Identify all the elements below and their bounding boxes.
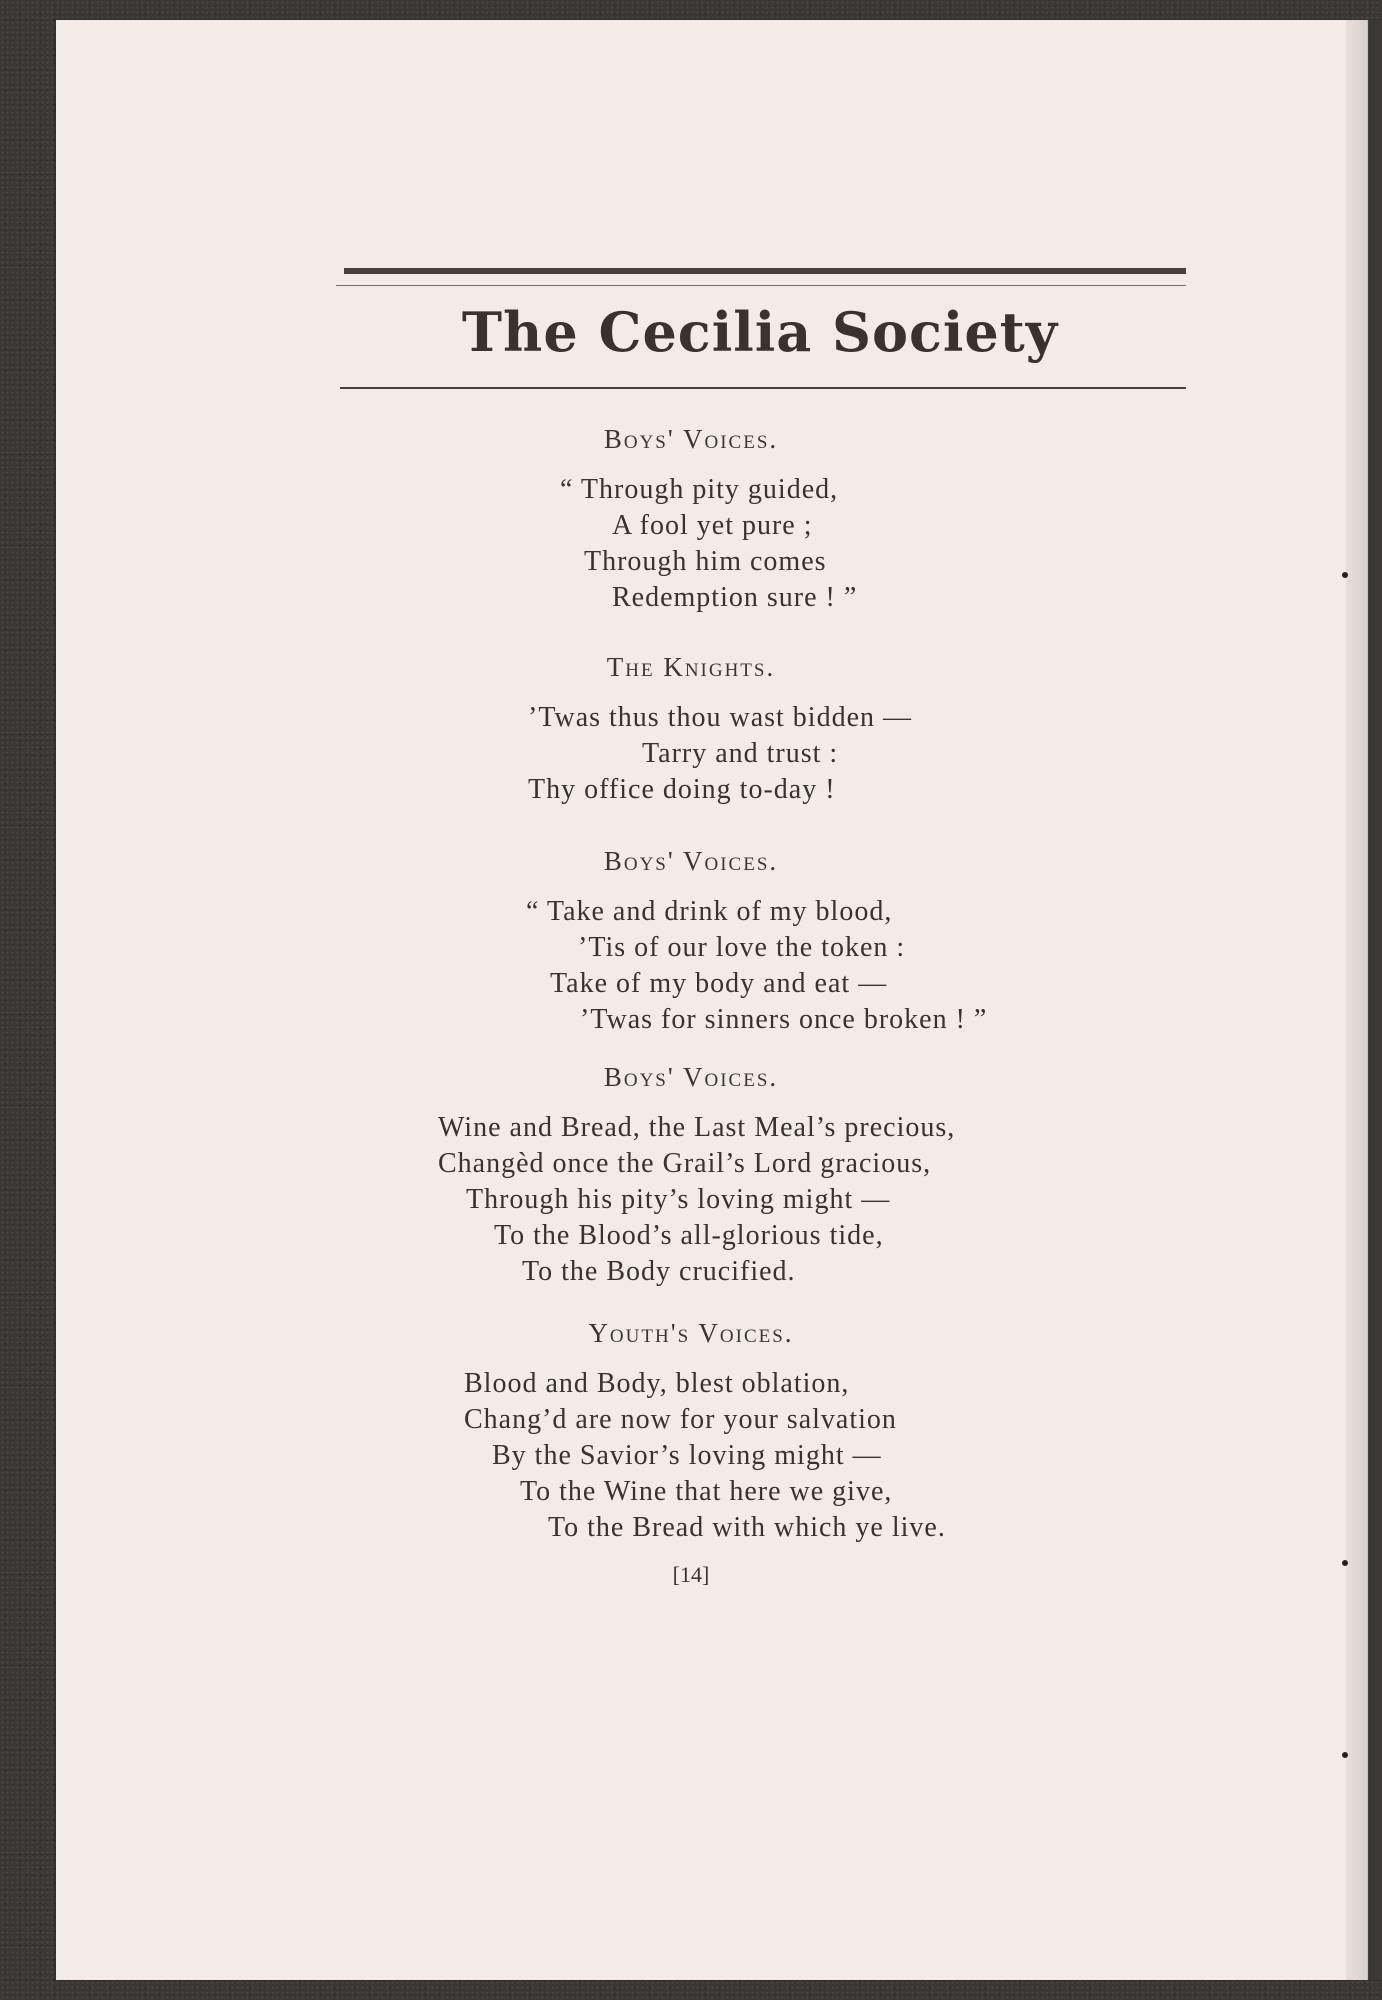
page-spine — [1346, 20, 1382, 1980]
verse-line: ’Twas thus thou wast bidden — — [528, 702, 913, 733]
verse-line: To the Wine that here we give, — [520, 1476, 893, 1507]
verse-line: ’Tis of our love the token : — [578, 932, 906, 963]
binding-hole — [1342, 1752, 1348, 1758]
verse-line: Take of my body and eat — — [550, 968, 888, 999]
section-heading: Boys' Voices. — [603, 846, 779, 876]
verse-line: To the Blood’s all-glorious tide, — [494, 1220, 884, 1251]
verse-line: “ Take and drink of my blood, — [526, 896, 893, 927]
verse-line: “ Through pity guided, — [560, 474, 839, 505]
title-underline — [340, 387, 1186, 389]
verse-line: To the Body crucified. — [522, 1256, 796, 1287]
verse-line: Changèd once the Grail’s Lord gracious, — [438, 1148, 932, 1179]
section-heading: Youth's Voices. — [588, 1318, 794, 1348]
verse-line: Through him comes — [584, 546, 827, 577]
verse-line: ’Twas for sinners once broken ! ” — [580, 1004, 988, 1035]
verse-line: Tarry and trust : — [642, 738, 839, 769]
verse-line: A fool yet pure ; — [612, 510, 813, 541]
section-heading: The Knights. — [606, 652, 776, 682]
binding-hole — [1342, 572, 1348, 578]
section-heading: Boys' Voices. — [603, 1062, 779, 1092]
verse-line: Wine and Bread, the Last Meal’s precious, — [438, 1112, 956, 1143]
verse-line: Redemption sure ! ” — [612, 582, 858, 613]
verse-line: Blood and Body, blest oblation, — [464, 1368, 850, 1399]
verse-line: To the Bread with which ye live. — [548, 1512, 946, 1543]
verse-line: Thy office doing to-day ! — [528, 774, 836, 805]
page-number: [14] — [672, 1562, 710, 1587]
header-rule-thick — [344, 268, 1186, 274]
verse-line: Through his pity’s loving might — — [466, 1184, 891, 1215]
binding-hole — [1342, 1560, 1348, 1566]
header-rule-thin — [336, 285, 1186, 286]
page-title: The Cecilia Society — [461, 300, 1059, 364]
section-heading: Boys' Voices. — [603, 424, 779, 454]
verse-line: By the Savior’s loving might — — [492, 1440, 882, 1471]
verse-line: Chang’d are now for your salvation — [464, 1404, 897, 1435]
